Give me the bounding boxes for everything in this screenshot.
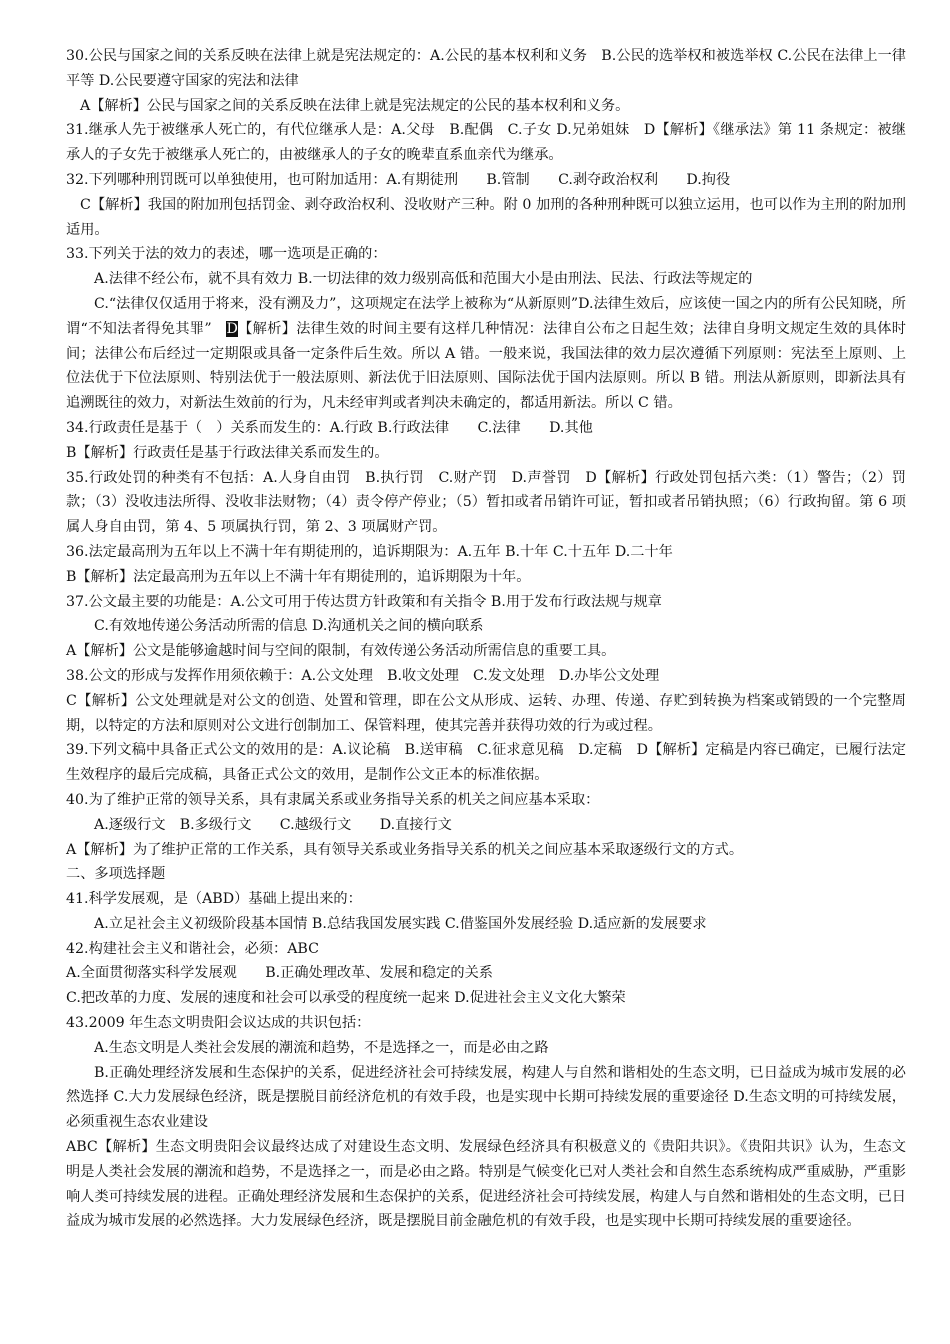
paragraph-text: 40.为了维护正常的领导关系，具有隶属关系或业务指导关系的机关之间应基本采取： [66, 791, 600, 808]
paragraph-text: C【解析】我国的附加刑包括罚金、剥夺政治权利、没收财产三种。附 0 加刑的各种刑种既可以独立运用，也可以作为主刑的附加刑适用。 [66, 196, 906, 238]
paragraph [66, 565, 906, 590]
paragraph [66, 664, 906, 689]
paragraph-text: 31.继承人先于被继承人死亡的，有代位继承人是：A.父母 B.配偶 C.子女 D.兄弟姐妹 D【解析】《继承法》第 11 条规定：被继承人的子女先于被继承人死亡的，由被继承人的子女的晚辈直系血亲代为继承。 [66, 122, 906, 164]
paragraph-text: 30.公民与国家之间的关系反映在法律上就是宪法规定的：A.公民的基本权利和义务 B.公民的选举权和被选举权 C.公民在法律上一律平等 D.公民要遵守国家的宪法和法律 [66, 48, 906, 89]
paragraph [66, 44, 906, 94]
paragraph [66, 193, 906, 243]
paragraph [66, 986, 906, 1011]
paragraph [66, 267, 906, 292]
paragraph [66, 1036, 906, 1061]
paragraph [66, 639, 906, 664]
paragraph [66, 1061, 906, 1135]
paragraph-text: ABC【解析】生态文明贵阳会议最终达成了对建设生态文明、发展绿色经济具有积极意义的《贵阳共识》。《贵阳共识》认为，生态文明是人类社会发展的潮流和趋势，不是选择之一，而是必由之路。特别是气候变化已对人类社会和自然生态系统构成严重威胁，严重影响人类可持续发展的进程。正确处理经济发展和生态保护的关系，促进经济社会可持续发展，构建人与自然和谐相处的生态文明，已日益成为城市发展的必然选择。大力发展绿色经济，既是摆脱目前金融危机的有效手段，也是实现中长期可持续发展的重要途径。 [66, 1139, 906, 1230]
paragraph-text-continued: 【解析】法律生效的时间主要有这样几种情况：法律自公布之日起生效；法律自身明文规定生效的具体时间；法律公布后经过一定期限或具备一定条件后生效。所以 A 错。一般来说，我国法律的效力层次遵循下列原则：宪法至上原则、上位法优于下位法原则、特别法优于一般法原则、新法优于旧法原则、国际法优于国内法原则。所以 B 错。刑法从新原则，即新法具有追溯既往的效力，对新法生效前的行为，凡未经审判或者判决未确定的，都适用新法。所以 C 错。 [66, 320, 906, 412]
paragraph-text: C.“法律仅仅适用于将来，没有溯及力”，这项规定在法学上被称为“从新原则”D.法律生效后，应该使一国之内的所有公民知晓，所谓“不知法者得免其罪” [66, 295, 906, 337]
paragraph-text: A.逐级行文 B.多级行文 C.越级行文 D.直接行文 [94, 816, 452, 833]
paragraph-text: A.法律不经公布，就不具有效力 B.一切法律的效力级别高低和范围大小是由刑法、民法、行政法等规定的 [94, 271, 753, 288]
paragraph-text: B【解析】法定最高刑为五年以上不满十年有期徒刑的，追诉期限为十年。 [66, 568, 531, 585]
paragraph-text: 32.下列哪种刑罚既可以单独使用，也可附加适用：A.有期徒刑 B.管制 C.剥夺政治权利 D.拘役 [66, 171, 731, 188]
paragraph [66, 1135, 906, 1234]
paragraph [66, 961, 906, 986]
paragraph [66, 937, 906, 962]
paragraph-text: 34.行政责任是基于（ ）关系而发生的：A.行政 B.行政法律 C.法律 D.其他 [66, 419, 593, 436]
paragraph-text: 37.公文最主要的功能是：A.公文可用于传达贯方针政策和有关指令 B.用于发布行政法规与规章 [66, 593, 662, 610]
paragraph-text: A.全面贯彻落实科学发展观 B.正确处理改革、发展和稳定的关系 [66, 965, 493, 982]
paragraph [66, 540, 906, 565]
paragraph [66, 887, 906, 912]
paragraph [66, 738, 906, 788]
paragraph [66, 416, 906, 441]
paragraph [66, 912, 906, 937]
paragraph [66, 590, 906, 615]
paragraph-text: 36.法定最高刑为五年以上不满十年有期徒刑的，追诉期限为：A.五年 B.十年 C.十五年 D.二十年 [66, 543, 673, 560]
highlighted-answer-mark: D [226, 320, 238, 337]
paragraph [66, 838, 906, 863]
paragraph [66, 788, 906, 813]
paragraph-text: C.把改革的力度、发展的速度和社会可以承受的程度统一起来 D.促进社会主义文化大繁荣 [66, 990, 626, 1007]
paragraph-text: A【解析】公文是能够逾越时间与空间的限制，有效传递公务活动所需信息的重要工具。 [66, 643, 616, 660]
paragraph [66, 862, 906, 887]
paragraph [66, 292, 906, 416]
paragraph-text: 38.公文的形成与发挥作用须依赖于：A.公文处理 B.收文处理 C.发文处理 D.办毕公文处理 [66, 667, 660, 684]
document-body [66, 44, 906, 1234]
paragraph-text: A.生态文明是人类社会发展的潮流和趋势，不是选择之一，而是必由之路 [94, 1039, 549, 1056]
paragraph [66, 441, 906, 466]
paragraph-text: B【解析】行政责任是基于行政法律关系而发生的。 [66, 444, 389, 461]
paragraph [66, 614, 906, 639]
paragraph-text: A【解析】公民与国家之间的关系反映在法律上就是宪法规定的公民的基本权利和义务。 [80, 97, 630, 114]
paragraph-text: 42.构建社会主义和谐社会，必须：ABC [66, 940, 319, 957]
paragraph-text: C.有效地传递公务活动所需的信息 D.沟通机关之间的横向联系 [94, 618, 484, 635]
paragraph [66, 689, 906, 739]
paragraph-text: 41.科学发展观，是（ABD）基础上提出来的： [66, 891, 362, 908]
paragraph [66, 1011, 906, 1036]
paragraph-text: 39.下列文稿中具备正式公文的效用的是：A.议论稿 B.送审稿 C.征求意见稿 D.定稿 D【解析】定稿是内容已确定，已履行法定生效程序的最后完成稿，具备正式公文的效用，是制作公文正本的标准依据。 [66, 742, 906, 784]
paragraph-text: A【解析】为了维护正常的工作关系，具有领导关系或业务指导关系的机关之间应基本采取逐级行文的方式。 [66, 841, 744, 858]
paragraph [66, 168, 906, 193]
paragraph-text: 43.2009 年生态文明贵阳会议达成的共识包括： [66, 1015, 371, 1032]
paragraph-text: 35.行政处罚的种类有不包括：A.人身自由罚 B.执行罚 C.财产罚 D.声誉罚 D【解析】行政处罚包括六类：（1）警告；（2）罚款；（3）没收违法所得、没收非法财物；（4）责令停产停业；（5）暂扣或者吊销许可证，暂扣或者吊销执照；（6）行政拘留。第 6 项属人身自由罚，第 4、5 项属执行罚，第 2、3 项属财产罚。 [66, 469, 906, 536]
paragraph-text: B.正确处理经济发展和生态保护的关系，促进经济社会可持续发展，构建人与自然和谐相处的生态文明，已日益成为城市发展的必然选择 C.大力发展绿色经济，既是摆脱目前经济危机的有效手段，也是实现中长期可持续发展的重要途径 D.生态文明的可持续发展，必须重视生态农业建设 [66, 1064, 906, 1131]
paragraph [66, 118, 906, 168]
paragraph [66, 242, 906, 267]
paragraph [66, 813, 906, 838]
paragraph-text: C【解析】公文处理就是对公文的创造、处置和管理，即在公文从形成、运转、办理、传递、存贮到转换为档案或销毁的一个完整周期，以特定的方法和原则对公文进行创制加工、保管料理，使其完善并获得功效的行为或过程。 [66, 692, 906, 734]
paragraph-text: A.立足社会主义初级阶段基本国情 B.总结我国发展实践 C.借鉴国外发展经验 D.适应新的发展要求 [94, 915, 707, 932]
paragraph-text: 33.下列关于法的效力的表述，哪一选项是正确的： [66, 246, 387, 263]
paragraph-text: 二、多项选择题 [66, 866, 166, 883]
paragraph [66, 94, 906, 119]
paragraph [66, 466, 906, 540]
